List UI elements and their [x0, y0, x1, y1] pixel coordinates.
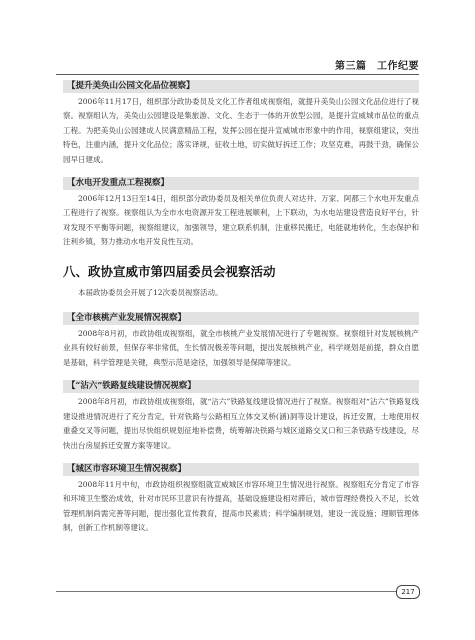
section-block — [63, 380, 419, 453]
chapter-title: 八、政协宣威市第四届委员会视察活动 — [63, 263, 276, 279]
section-heading: 【水电开发重点工程视察】 — [63, 177, 419, 190]
section-paragraph: 2008年8月初，市政协组成视察组，就全市核桃产业发展情况进行了专题视察。视察组针对发展核桃产业具有较好前景，但保存率非常低，生长情况极差等问题，提出发展核桃产业，科学规划是前提，群众自愿是基础，科学管理是关键，典型示范是途径，加强领导是保障等建议。 — [63, 329, 419, 367]
section-paragraph: 2008年11月中旬，市政协组织视察组就宣威城区市容环境卫生情况进行视察。视察组充分肯定了市容和环境卫生整治成效，针对市民环卫意识有待提高，基础设施建设相对滞后，城市管理经费投入不足，长效管理机制尚需完善等问题，提出强化宣传教育，提高市民素质；科学编制规划，建设一流设施；理顺管理体制，创新工作机制等建议。 — [63, 479, 419, 533]
section-block — [63, 177, 419, 250]
section-heading: 【提升美奂山公园文化品位视察】 — [63, 80, 419, 93]
section-block — [63, 312, 419, 370]
section-block — [63, 463, 419, 536]
footer-rule — [56, 591, 396, 592]
header-title: 第三篇 工作纪要 — [335, 61, 419, 72]
section-block — [63, 80, 419, 167]
section-heading: 【全市核桃产业发展情况视察】 — [63, 312, 419, 325]
page-number: 217 — [396, 585, 420, 599]
section-paragraph: 2008年8月初，市政协组成视察组，就“沾六”铁路复线建设情况进行了视察。视察组对“沾六”铁路复线建设推进情况进行了充分肯定，针对铁路与公路相互立体交叉桥(涵)洞等设计建设，拆迁安置，土地使用权重叠交叉等问题，提出尽快组织规划征地补偿费，统筹解决铁路与城区道路交叉口和三条铁路专线建设，尽快出台房屋拆迁安置方案等建议。 — [63, 397, 419, 450]
section-heading: 【城区市容环境卫生情况视察】 — [63, 463, 419, 476]
page-content — [63, 80, 419, 546]
section-paragraph: 2006年12月13日至14日，组织部分政协委员及相关单位负责人对达井、万家、阿都三个水电开发重点工程进行了视察。视察组认为全市水电资源开发工程进展顺利，上下联动，为水电站建设营造良好平台，针对发现不平衡等问题，视察组建议，加强领导，建立联系机制，注重移民搬迁，电能就地转化，生态保护和注利乡镇，努力推动水电开发良性互动。 — [63, 194, 419, 247]
section-heading: 【“沾六”铁路复线建设情况视察】 — [63, 380, 419, 393]
page-header — [56, 57, 419, 75]
section-paragraph: 2006年11月17日，组织部分政协委员及文化工作者组成视察组，就提升美奂山公园文化品位进行了视察。视察组认为，美奂山公园建设是集旅游、文化、生态于一体的开放型公园，是提升宣威城市品位的重点工程。为把美奂山公园建成人民满意精品工程，发挥公园在提升宣威城市形象中的作用，视察组建议，突出特色，注重内涵，提升文化品位；落实译规，征收土地，切实做好拆迁工作；攻坚克难，再鼓干劲，确保公园早日建成。 — [63, 97, 419, 164]
chapter-intro: 本届政协委员会开展了12次委员视察活动。 — [78, 287, 223, 297]
